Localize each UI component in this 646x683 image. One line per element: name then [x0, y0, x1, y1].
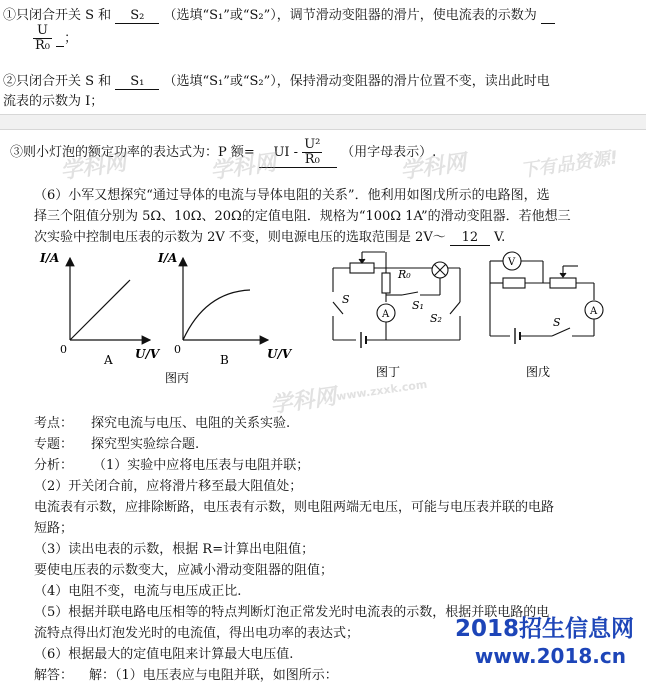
analysis-line: （6）根据最大的定值电阻来计算最大电压值.	[34, 647, 294, 662]
q1-answer-blank: S₂	[115, 8, 159, 24]
analysis-line: 短路；	[34, 521, 74, 536]
fixed-resistor	[503, 278, 525, 288]
page-break	[0, 114, 646, 130]
graph-b-name: B	[220, 353, 229, 367]
label-s: S	[342, 293, 350, 306]
graph-a-line	[70, 280, 130, 340]
rheostat	[350, 263, 374, 273]
analysis-line: （4）电阻不变，电流与电压成正比.	[34, 584, 242, 599]
caption-ding: 图丁	[376, 365, 401, 379]
watermark: 学科网	[268, 384, 338, 419]
brand-title: 2018招生信息网	[454, 616, 634, 642]
circuit-ding	[333, 252, 460, 348]
q3-line: ③则小灯泡的额定功率的表达式为：P 额= UI - $\frac{\text{U²}}{\text{R₀}}$ （用字母表示）.	[10, 137, 437, 167]
q6-answer-blank: 12	[450, 230, 490, 246]
watermark: 学科网	[208, 150, 278, 185]
q6-line2: 择三个阻值分别为 5Ω、10Ω、20Ω的定值电阻．规格为“100Ω 1A”的滑动变阻器．若他想三	[34, 209, 571, 224]
graph-a-xlabel: U/V	[135, 347, 160, 361]
q6-line1: （6）小军又想探究“通过导体的电流与导体电阻的关系”．他利用如图戊所示的电路图，选	[34, 188, 550, 203]
q6-line3: 次实验中控制电压表的示数为 2V 不变，则电源电压的选取范围是 2V～ 12 V.	[34, 230, 506, 245]
label-s2: S₂	[430, 312, 442, 325]
watermark: www.zxxk.com	[335, 377, 429, 404]
rheostat-wu	[550, 278, 576, 288]
analysis-line: 流特点得出灯泡发光时的电流值，得出电功率的表达式；	[34, 626, 360, 641]
switch-s-wu	[552, 328, 570, 336]
switch-s1	[402, 292, 418, 295]
analysis-line: 要使电压表的示数变大，应减小滑动变阻器的阻值；	[34, 563, 334, 578]
q2-answer-blank: S₁	[115, 74, 159, 90]
zhuanti-row: 专题： 探究型实验综合题.	[34, 437, 200, 452]
watermark: 学科网	[58, 150, 128, 185]
analysis-line: 电流表有示数，应排除断路，电压表有示数，则电阻两端无电压，可能与电压表并联的电路	[34, 500, 555, 515]
graph-b-xlabel: U/V	[267, 347, 292, 361]
switch-s2	[450, 302, 460, 314]
label-ammeter-wu: A	[590, 306, 598, 317]
graph-a	[39, 251, 161, 367]
graph-b-curve	[183, 290, 250, 340]
label-s1: S₁	[412, 299, 424, 312]
graph-b-origin: 0	[174, 343, 181, 356]
label-s-wu: S	[553, 316, 561, 329]
brand-url: www.2018.cn	[474, 644, 626, 668]
watermark: 学科网	[398, 150, 468, 185]
caption-wu: 图戊	[526, 365, 551, 379]
q2-line: ②只闭合开关 S 和 S₁ （选填“S₁”或“S₂”），保持滑动变阻器的滑片位置不变，读出此时电	[3, 74, 550, 89]
q2-line2: 流表的示数为 I；	[3, 94, 104, 109]
graph-b-ylabel: I/A	[158, 251, 178, 265]
graph-a-ylabel: I/A	[40, 251, 60, 265]
jieda-row: 解答： 解：（1）电压表应与电阻并联，如图所示：	[34, 668, 338, 683]
analysis-line: （3）读出电表的示数，根据 R=计算出电阻值；	[34, 542, 315, 557]
analysis-line: （5）根据并联电路电压相等的特点判断灯泡正常发光时电流表的示数，根据并联电路的电	[34, 605, 550, 620]
q1-line: ①只闭合开关 S 和 S₂ （选填“S₁”或“S₂”），调节滑动变阻器的滑片，使电流表的示数为	[3, 4, 555, 24]
label-ammeter-ding: A	[382, 309, 390, 320]
graph-b	[157, 251, 293, 367]
graph-a-origin: 0	[60, 343, 67, 356]
fenxi-row: 分析： （1）实验中应将电压表与电阻并联；	[34, 458, 310, 473]
resistor-r0	[382, 273, 390, 293]
figures-area	[0, 240, 646, 388]
label-voltmeter: V	[508, 257, 516, 268]
kaodian-row: 考点： 探究电流与电压、电阻的关系实验.	[34, 416, 291, 431]
label-r0: R₀	[398, 268, 411, 281]
q3-answer-blank: UI - $\frac{\text{U²}}{\text{R₀}}$	[259, 138, 337, 168]
caption-bing: 图丙	[165, 371, 190, 385]
q1-fraction: $\frac{U}{\text{R₀}}$ ；	[35, 23, 78, 53]
circuit-wu	[490, 252, 603, 344]
graph-a-name: A	[104, 353, 113, 367]
watermark: 下有品资源!	[519, 147, 620, 182]
analysis-line: （2）开关闭合前，应将滑片移至最大阻值处；	[34, 479, 303, 494]
